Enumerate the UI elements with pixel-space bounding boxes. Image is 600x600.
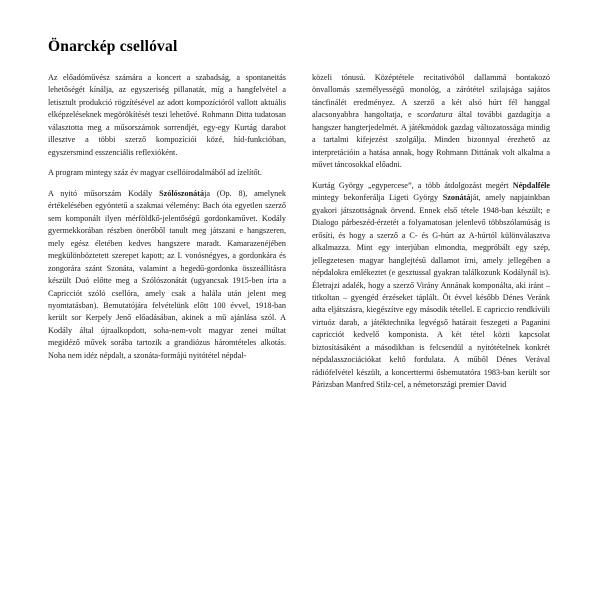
paragraph: közeli tónusú. Középtétele recitativóból dallammá bontakozó önvallomás személyességű monológ, a zárótétel szilajsága sajátos táncfinálét eredményez. A szerző a két alsó húrt fél hanggal alacsonyabbra hangoltatja, e scordatura által további gazdagítja a hangszer hangterjedelmét. A játékmódok gazdag változatossága mindig a tartalmi kifejezést szolgálja. Minden bizonnyal érezhető az interpretációin a hatása annak, hogy Rohmann Dittának volt alkalma a művet táncosokkal előadni. xyxy=(312,73,550,170)
right-column xyxy=(312,72,550,392)
left-column xyxy=(48,72,286,362)
paragraph: A nyitó műsorszám Kodály Szólószonátája (Op. 8), amelynek értékelésében egyöntetű a szakmai vélemény: Bach óta egyetlen szerző sem komponált ilyen mérföldkő-jelentőségű gordonkaművet. Kodály gyermekkorában részben önerőből tanult meg játszani e hangszeren, mely egész életében kedves hangszere maradt. Kamarazenéjében megkülönböztetett szerepet kapott; az I. vonósnégyes, a gordonkára és zongorára szánt Szonáta, valamint a hegedű-gordonka összeállításra készült Duó előtte meg a Szólószonátát (ugyancsak 1915-ben írta a Capricciót szóló csellóra, amely csak a halála után jelent meg nyomtatásban). Bemutatójára felvételünk előtt 100 évvel, 1918-ban került sor Kerpely Jenő előadásában, akinek a mű ajánlása szól. A Kodály által újraalkopdott, soha-nem-volt magyar zenei múltat megidéző művek sorába tartozik a grandiózus háromtételes alkotás. Noha nem idéz népdalt, a szonáta-formájú nyitótétel népdal- xyxy=(48,188,287,360)
paragraph: A program mintegy száz év magyar csellóirodalmából ad ízelítőt. xyxy=(48,168,262,178)
paragraph: Az előadóművész számára a koncert a szabadság, a spontaneitás lehetőségét kínálja, az egyszeriség pillanatát, míg a hangfelvétel a letisztult produkció rögzítésével az adott kompozícióról vallott aktuális elképzeléseknek megörökítését teszi lehetővé. Rohmann Ditta tudatosan választotta meg a műsorszámok sorrendjét, egy-egy Kurtág darabot illesztve a többi szerző kompozíciói közé, híd-funkcióban, egyszersmind esszenciális reflexióként. xyxy=(48,73,286,157)
two-column-body xyxy=(48,72,552,392)
page-title: Önarckép csellóval xyxy=(48,38,178,55)
paragraph: Kurtág György „egypercese”, a több átdolgozást megért Népdalféle mintegy bekonferálja Ligeti György Szonátáját, amely napjainkban gyakori játszottságnak örvend. Ennek első tétele 1948-ban készült; e Dialogo párbeszéd-érzetét a folyamatosan jelenlevő többszólamúság is erősíti, és hogy a szerző a C- és G-húrt az A-húrtól különválasztva alkalmazza. Mint egy interjúban elmondta, megpróbált egy szép, jellegzetesen magyar hanglejtésű dallamot írni, amely jellegében a népdalokra emlékeztet (e gesztussal gyakran találkozunk Kodálynál is). Életrajzi adalék, hogy a szerző Virány Annának komponálta, aki iránt – titkoltan – gyengéd érzéseket táplált. Öt évvel később Dénes Veránk adta eljátszásra, kiegészítve egy második tétellel. E capriccio rendkívüli virtuóz darab, a játéktechnika legvégső határait feszegeti a Paganini capricciót kedvelő komponista. A két tétel közti kapcsolat biztosításáként a másodikban is felcsendül a nyitótételnek konkrét népdalasszociációkat keltő fordulata. A műből Dénes Verával rádiófelvétel készült, a koncerttermi ősbemutatóra 1983-ban került sor Párizsban Manfred Stilz-cel, a németországi premier David xyxy=(312,180,550,390)
